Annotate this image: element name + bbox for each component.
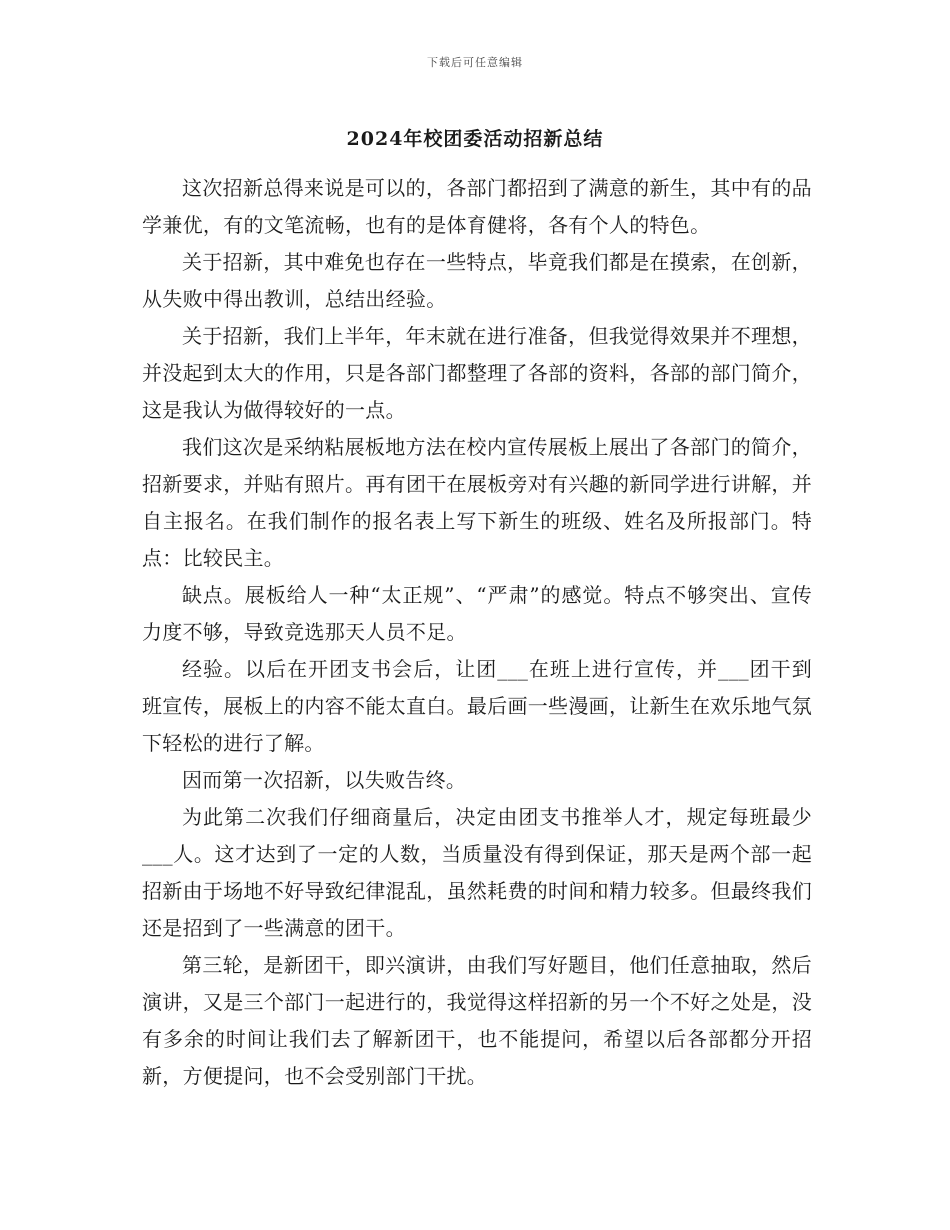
- paragraph-2: 关于招新，其中难免也存在一些特点，毕竟我们都是在摸索，在创新，从失败中得出教训，总结出经验。: [142, 250, 812, 311]
- document-body: [142, 170, 812, 1095]
- paragraph-3: 关于招新，我们上半年，年末就在进行准备，但我觉得效果并不理想，并没起到太大的作用，只是各部门都整理了各部的资料，各部的部门简介，这是我认为做得较好的一点。: [142, 324, 812, 422]
- header-note: 下载后可任意编辑: [427, 56, 523, 69]
- document-title: 2024年校团委活动招新总结: [346, 128, 604, 150]
- paragraph-7: 因而第一次招新，以失败告终。: [182, 768, 467, 792]
- paragraph-4: 我们这次是采纳粘展板地方法在校内宣传展板上展出了各部门的简介，招新要求，并贴有照片。再有团干在展板旁对有兴趣的新同学进行讲解，并自主报名。在我们制作的报名表上写下新生的班级、姓名及所报部门。特点：比较民主。: [142, 435, 812, 570]
- paragraph-8: 为此第二次我们仔细商量后，决定由团支书推举人才，规定每班最少___人。这才达到了一定的人数，当质量没有得到保证，那天是两个部一起招新由于场地不好导致纪律混乱，虽然耗费的时间和精力较多。但最终我们还是招到了一些满意的团干。: [142, 805, 812, 940]
- paragraph-6: 经验。以后在开团支书会后，让团___在班上进行宣传，并___团干到班宣传，展板上的内容不能太直白。最后画一些漫画，让新生在欢乐地气氛下轻松的进行了解。: [142, 657, 812, 755]
- paragraph-9: 第三轮，是新团干，即兴演讲，由我们写好题目，他们任意抽取，然后演讲，又是三个部门一起进行的，我觉得这样招新的另一个不好之处是，没有多余的时间让我们去了解新团干，也不能提问，希望以后各部都分开招新，方便提问，也不会受别部门干扰。: [142, 953, 812, 1088]
- paragraph-1: 这次招新总得来说是可以的，各部门都招到了满意的新生，其中有的品学兼优，有的文笔流畅，也有的是体育健将，各有个人的特色。: [142, 176, 812, 237]
- paragraph-5: 缺点。展板给人一种“太正规”、“严肃”的感觉。特点不够突出、宣传力度不够，导致竞选那天人员不足。: [142, 583, 812, 644]
